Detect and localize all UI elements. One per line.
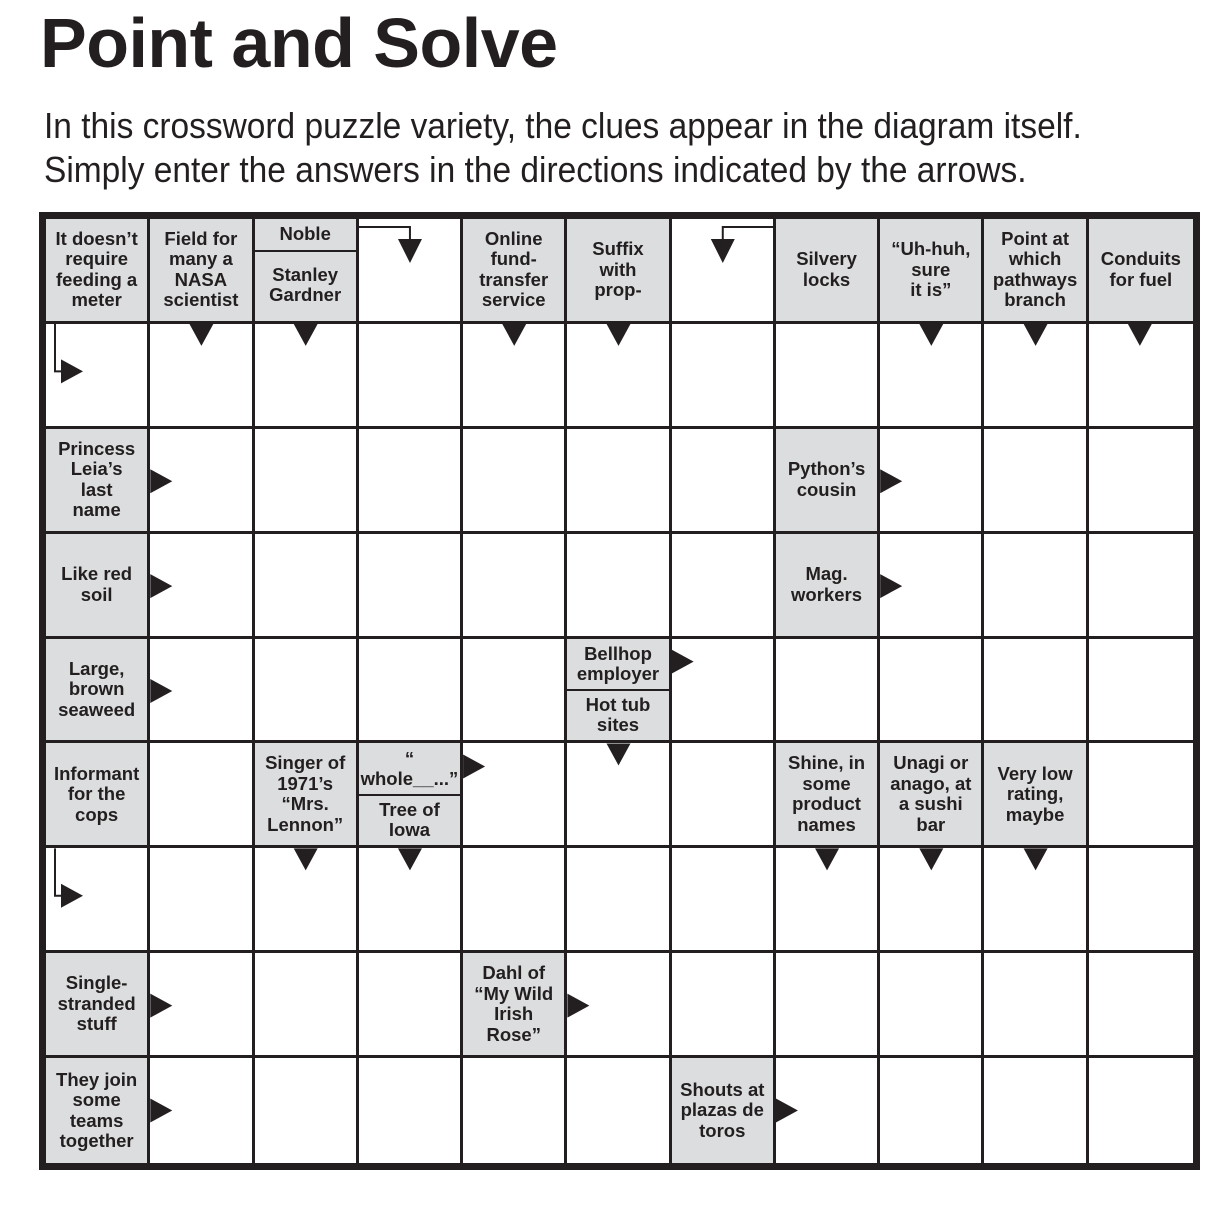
answer-cell[interactable] — [150, 324, 254, 429]
clue-text: Informant for the cops — [53, 762, 140, 825]
clue-cell — [880, 743, 984, 848]
answer-cell[interactable] — [672, 429, 776, 534]
answer-cell[interactable] — [1089, 534, 1193, 639]
clue-text: Field for many a NASA scientist — [163, 227, 239, 311]
clue-text: Single- stranded stuff — [57, 972, 136, 1035]
clue-cell — [567, 639, 671, 744]
answer-cell[interactable] — [1089, 639, 1193, 744]
answer-cell[interactable] — [463, 743, 567, 848]
clue-text-bottom: Tree of Iowa — [379, 798, 440, 840]
clue-text-top: “ whole__...” — [359, 743, 460, 796]
answer-cell[interactable] — [984, 639, 1088, 744]
answer-cell[interactable] — [672, 848, 776, 953]
answer-cell[interactable] — [150, 429, 254, 534]
clue-text: “Uh-huh, sure it is” — [891, 238, 971, 301]
answer-cell[interactable] — [359, 848, 463, 953]
clue-text: Python’s cousin — [787, 458, 866, 500]
answer-cell[interactable] — [359, 429, 463, 534]
answer-cell[interactable] — [672, 953, 776, 1058]
clue-cell — [463, 953, 567, 1058]
clue-cell — [255, 219, 359, 324]
clue-cell — [46, 743, 150, 848]
answer-cell[interactable] — [359, 1058, 463, 1163]
clue-text: Shine, in some product names — [787, 752, 866, 835]
clue-cell — [776, 534, 880, 639]
answer-cell[interactable] — [359, 219, 463, 324]
clue-text-bottom: Hot tub sites — [585, 693, 651, 735]
answer-cell[interactable] — [255, 639, 359, 744]
answer-cell[interactable] — [567, 534, 671, 639]
answer-cell[interactable] — [255, 1058, 359, 1163]
answer-cell[interactable] — [776, 953, 880, 1058]
clue-cell — [672, 1058, 776, 1163]
clue-cell — [463, 219, 567, 324]
answer-cell[interactable] — [672, 743, 776, 848]
answer-cell[interactable] — [880, 848, 984, 953]
clue-cell — [776, 743, 880, 848]
answer-cell[interactable] — [359, 324, 463, 429]
answer-cell[interactable] — [880, 324, 984, 429]
answer-cell[interactable] — [567, 429, 671, 534]
answer-cell[interactable] — [984, 953, 1088, 1058]
answer-cell[interactable] — [150, 639, 254, 744]
answer-cell[interactable] — [880, 534, 984, 639]
answer-cell[interactable] — [359, 639, 463, 744]
puzzle-title: Point and Solve — [40, 4, 558, 82]
clue-cell — [776, 219, 880, 324]
clue-text: Conduits for fuel — [1100, 248, 1181, 290]
answer-cell[interactable] — [1089, 429, 1193, 534]
answer-cell[interactable] — [359, 534, 463, 639]
answer-cell[interactable] — [1089, 324, 1193, 429]
answer-cell[interactable] — [567, 953, 671, 1058]
answer-cell[interactable] — [255, 848, 359, 953]
answer-cell[interactable] — [672, 639, 776, 744]
clue-text: Shouts at plazas de toros — [680, 1078, 765, 1141]
clue-cell — [46, 219, 150, 324]
answer-cell[interactable] — [672, 324, 776, 429]
clue-text-top: Bellhop employer — [567, 639, 668, 692]
clue-cell — [984, 743, 1088, 848]
answer-cell[interactable] — [463, 534, 567, 639]
clue-text: Large, brown seaweed — [58, 657, 136, 720]
clue-text: Unagi or anago, at a sushi bar — [890, 752, 972, 835]
answer-cell[interactable] — [567, 1058, 671, 1163]
answer-cell[interactable] — [150, 1058, 254, 1163]
answer-cell[interactable] — [46, 848, 150, 953]
clue-text-bottom: Stanley Gardner — [269, 264, 342, 306]
answer-cell[interactable] — [984, 429, 1088, 534]
clue-cell — [46, 953, 150, 1058]
answer-cell[interactable] — [984, 324, 1088, 429]
clue-text: Singer of 1971’s “Mrs. Lennon” — [265, 752, 346, 835]
clue-cell — [46, 429, 150, 534]
clue-cell — [567, 219, 671, 324]
clue-cell — [46, 534, 150, 639]
answer-cell[interactable] — [776, 639, 880, 744]
answer-cell[interactable] — [1089, 848, 1193, 953]
answer-cell[interactable] — [672, 219, 776, 324]
answer-cell[interactable] — [880, 953, 984, 1058]
clue-text: Dahl of “My Wild Irish Rose” — [474, 962, 554, 1045]
clue-text: Silvery locks — [796, 248, 857, 290]
clue-cell — [46, 1058, 150, 1163]
clue-cell — [150, 219, 254, 324]
answer-cell[interactable] — [776, 848, 880, 953]
answer-cell[interactable] — [984, 1058, 1088, 1163]
clue-text: It doesn’t require feeding a meter — [55, 227, 138, 311]
answer-cell[interactable] — [567, 324, 671, 429]
answer-cell[interactable] — [984, 848, 1088, 953]
answer-cell[interactable] — [463, 639, 567, 744]
clue-text: Point at which pathways branch — [992, 227, 1078, 311]
clue-text: Princess Leia’s last name — [58, 437, 136, 521]
answer-cell[interactable] — [150, 953, 254, 1058]
clue-cell — [359, 743, 463, 848]
clue-text: They join some teams together — [56, 1068, 138, 1152]
answer-cell[interactable] — [255, 429, 359, 534]
answer-cell[interactable] — [463, 429, 567, 534]
instructions-line-1: In this crossword puzzle variety, the clues appear in the diagram itself. — [44, 105, 1082, 146]
answer-cell[interactable] — [255, 324, 359, 429]
answer-cell[interactable] — [776, 1058, 880, 1163]
answer-cell[interactable] — [984, 534, 1088, 639]
answer-cell[interactable] — [567, 743, 671, 848]
clue-cell — [880, 219, 984, 324]
clue-text: Mag. workers — [791, 563, 863, 605]
answer-cell[interactable] — [255, 534, 359, 639]
clue-text: Online fund- transfer service — [479, 227, 549, 311]
answer-cell[interactable] — [359, 953, 463, 1058]
answer-cell[interactable] — [463, 324, 567, 429]
answer-cell[interactable] — [150, 743, 254, 848]
clue-cell — [1089, 219, 1193, 324]
answer-cell[interactable] — [463, 848, 567, 953]
clue-text-top: Noble — [255, 219, 356, 252]
clue-cell — [984, 219, 1088, 324]
clue-text: Like red soil — [61, 563, 133, 605]
answer-cell[interactable] — [880, 1058, 984, 1163]
clue-text: Suffix with prop- — [592, 238, 644, 301]
answer-cell[interactable] — [1089, 1058, 1193, 1163]
answer-cell[interactable] — [1089, 953, 1193, 1058]
answer-cell[interactable] — [880, 429, 984, 534]
answer-cell[interactable] — [672, 534, 776, 639]
clue-cell — [776, 429, 880, 534]
clue-cell — [46, 639, 150, 744]
answer-cell[interactable] — [255, 953, 359, 1058]
answer-cell[interactable] — [567, 848, 671, 953]
clue-cell — [255, 743, 359, 848]
answer-cell[interactable] — [150, 534, 254, 639]
clue-text: Very low rating, maybe — [997, 762, 1073, 825]
instructions-line-2: Simply enter the answers in the directions indicated by the arrows. — [44, 149, 1027, 190]
answer-cell[interactable] — [776, 324, 880, 429]
answer-cell[interactable] — [1089, 743, 1193, 848]
crossword-grid — [46, 219, 1193, 1163]
answer-cell[interactable] — [463, 1058, 567, 1163]
instructions — [44, 104, 1141, 192]
answer-cell[interactable] — [46, 324, 150, 429]
answer-cell[interactable] — [150, 848, 254, 953]
answer-cell[interactable] — [880, 639, 984, 744]
